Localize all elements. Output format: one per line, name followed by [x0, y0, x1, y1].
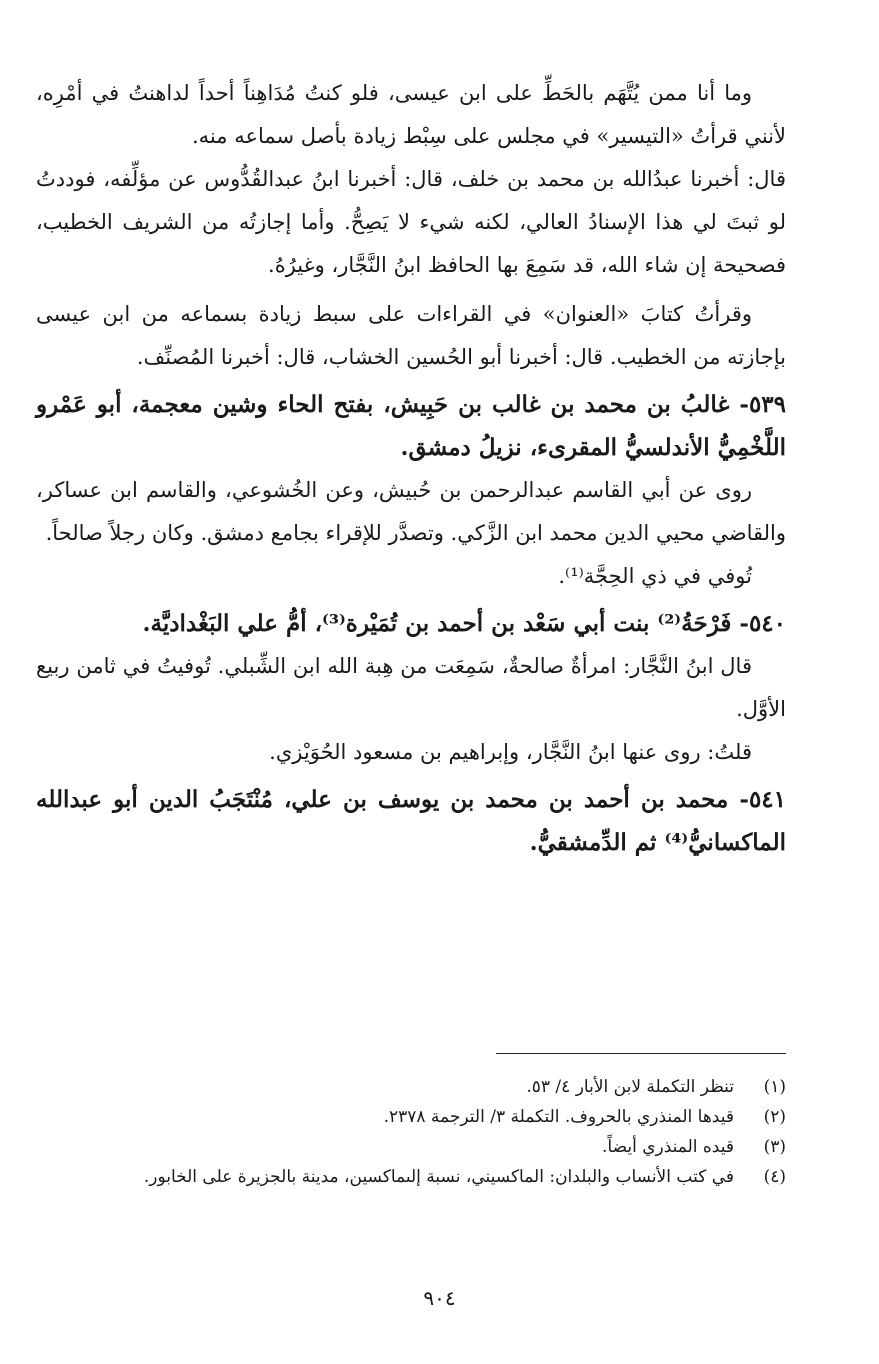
- footnote-number: (٣): [763, 1137, 786, 1157]
- page-body: [36, 72, 786, 864]
- footnote-number: (٢): [763, 1107, 786, 1127]
- footnote-item: [36, 1102, 786, 1132]
- footnote-text: في كتب الأنساب والبلدان: الماكسيني، نسبة إلىماكسين، مدينة بالجزيرة على الخابور.: [143, 1167, 734, 1187]
- footnote-separator: [496, 1053, 786, 1054]
- paragraph-isnad: قال: أخبرنا عبدُالله بن محمد بن خلف، قال: أخبرنا ابنُ عبدالقُدُّوس عن مؤلِّفه، فوددتُ لو ثبتَ لي هذا الإسنادُ العالي، لكنه شيء لا يَصِحُّ. وأما إجازتُه من الشريف الخطيب، فصحيحة إن شاء الله، قد سَمِعَ بها الحافظ ابنُ النَّجَّار، وغيرُهُ.: [36, 167, 786, 277]
- footnote-item: [36, 1132, 786, 1162]
- entry-539-heading: ٥٣٩- غالبُ بن محمد بن غالب بن حَبِيش، بفتح الحاء وشين معجمة، أبو عَمْرو اللَّخْمِيُّ الأندلسيُّ المقرىء، نزيلُ دمشق.: [36, 391, 786, 461]
- footnote-text: قيده المنذري أيضاً.: [602, 1137, 734, 1157]
- footnotes: [36, 1072, 786, 1192]
- paragraph-narrators-540: قلتُ: روى عنها ابنُ النَّجَّار، وإبراهيم بن مسعود الحُوَيْزي.: [269, 740, 752, 764]
- paragraph-unwan: وقرأتُ كتابَ «العنوان» في القراءات على سبط زيادة بسماعه من ابن عيسى بإجازته من الخطيب. قال: أخبرنا أبو الحُسين الخشاب، قال: أخبرنا المُصنِّف.: [36, 302, 786, 369]
- paragraph-entry-540: قال ابنُ النَّجَّار: امرأةٌ صالحةٌ، سَمِعَت من هِبة الله ابن الشِّبلي. تُوفيتُ في ثامن ربيع الأوَّل.: [36, 654, 786, 721]
- page-number: ٩٠٤: [423, 1286, 456, 1310]
- footnote-text: تنظر التكملة لابن الأبار ٤/ ٥٣.: [526, 1077, 734, 1097]
- footnote-item: [36, 1162, 786, 1192]
- footnote-number: (٤): [763, 1167, 786, 1187]
- entry-540-heading: ٥٤٠- فَرْحَةُ⁽²⁾ بنت أبي سَعْد بن أحمد بن تُمَيْرة⁽³⁾، أمُّ علي البَغْداديَّة.: [142, 610, 786, 637]
- paragraph-ibn-isa: وما أنا ممن يُتَّهَم بالحَطِّ على ابن عيسى، فلو كنتُ مُدَاهِناً أحداً لداهنتُ في أمْرِه، لأنني قرأتُ «التيسير» في مجلس على سِبْط زيادة بأصل سماعه منه.: [36, 81, 786, 148]
- footnote-text: قيدها المنذري بالحروف. التكملة ٣/ الترجمة ٢٣٧٨.: [383, 1107, 734, 1127]
- footnote-item: [36, 1072, 786, 1102]
- paragraph-death-539: تُوفي في ذي الحِجَّة⁽¹⁾.: [558, 564, 752, 588]
- footnote-number: (١): [763, 1077, 786, 1097]
- entry-541-heading: ٥٤١- محمد بن أحمد بن محمد بن يوسف بن علي، مُنْتَجَبُ الدين أبو عبدالله الماكسانيُّ⁽⁴⁾ ثم الدِّمشقيُّ.: [36, 786, 786, 856]
- paragraph-entry-539: روى عن أبي القاسم عبدالرحمن بن حُبيش، وعن الخُشوعي، والقاسم ابن عساكر، والقاضي محيي الدين محمد ابن الزَّكي. وتصدَّر للإقراء بجامع دمشق. وكان رجلاً صالحاً.: [36, 478, 786, 545]
